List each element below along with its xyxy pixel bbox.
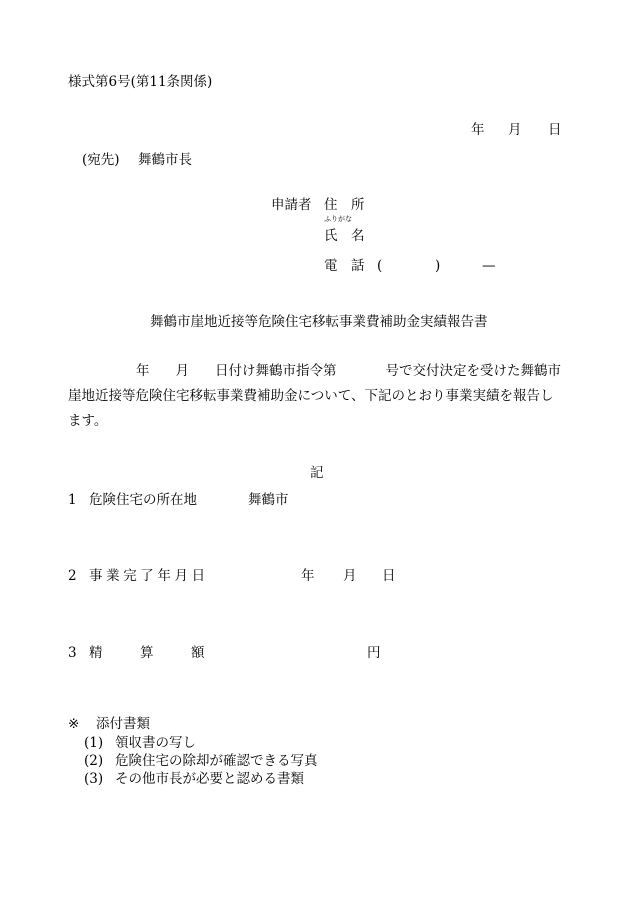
attachment-2-number: (2): [84, 753, 104, 769]
furigana-label: ふりがな: [324, 215, 352, 223]
item-2-number: 2: [68, 568, 77, 584]
form-id: 様式第6号(第11条関係): [68, 74, 213, 90]
item-2-day: 日: [382, 568, 396, 584]
date-month-label: 月: [508, 122, 522, 138]
phone-label: 電 話: [324, 258, 365, 274]
document-title: 舞鶴市崖地近接等危険住宅移転事業費補助金実績報告書: [150, 314, 488, 330]
addressee-name: 舞鶴市長: [138, 152, 192, 168]
address-label: 住 所: [324, 197, 365, 213]
item-3-label: 精 算 額: [89, 645, 217, 661]
body-day-text: 日付け舞鶴市指令第: [215, 363, 337, 379]
item-1-number: 1: [68, 492, 77, 508]
attachment-2-text: 危険住宅の除却が確認できる写真: [115, 753, 318, 769]
phone-open-paren: (: [377, 258, 383, 274]
addressee-prefix: (宛先): [82, 152, 120, 168]
attachment-1-number: (1): [84, 735, 104, 751]
ki-label: 記: [310, 465, 324, 481]
date-day-label: 日: [548, 122, 562, 138]
name-label: 氏 名: [324, 228, 365, 244]
item-2-month: 月: [343, 568, 357, 584]
attachment-1-text: 領収書の写し: [115, 735, 196, 751]
body-year: 年: [136, 363, 150, 379]
attachment-3-text: その他市長が必要と認める書類: [115, 771, 304, 787]
attachment-3-number: (3): [84, 771, 104, 787]
body-month: 月: [175, 363, 189, 379]
item-1-label: 危険住宅の所在地: [89, 492, 197, 508]
attachments-title: 添付書類: [96, 716, 150, 732]
applicant-role: 申請者: [271, 197, 312, 213]
item-3-unit: 円: [367, 645, 381, 661]
item-1-value: 舞鶴市: [248, 492, 289, 508]
body-paragraph: [68, 359, 564, 434]
date-year-label: 年: [471, 122, 485, 138]
item-3-number: 3: [68, 645, 77, 661]
body-main-text: 号で交付決定を受けた舞鶴市崖地近接等危険住宅移転事業費補助金について、下記のとおり事業実績を報告します。: [68, 363, 561, 429]
item-2-year: 年: [301, 568, 315, 584]
item-2-label: 事業完了年月日: [89, 568, 209, 584]
phone-close-paren: ): [435, 258, 441, 274]
phone-dash: —: [482, 258, 496, 274]
attachments-mark: ※: [68, 716, 80, 732]
